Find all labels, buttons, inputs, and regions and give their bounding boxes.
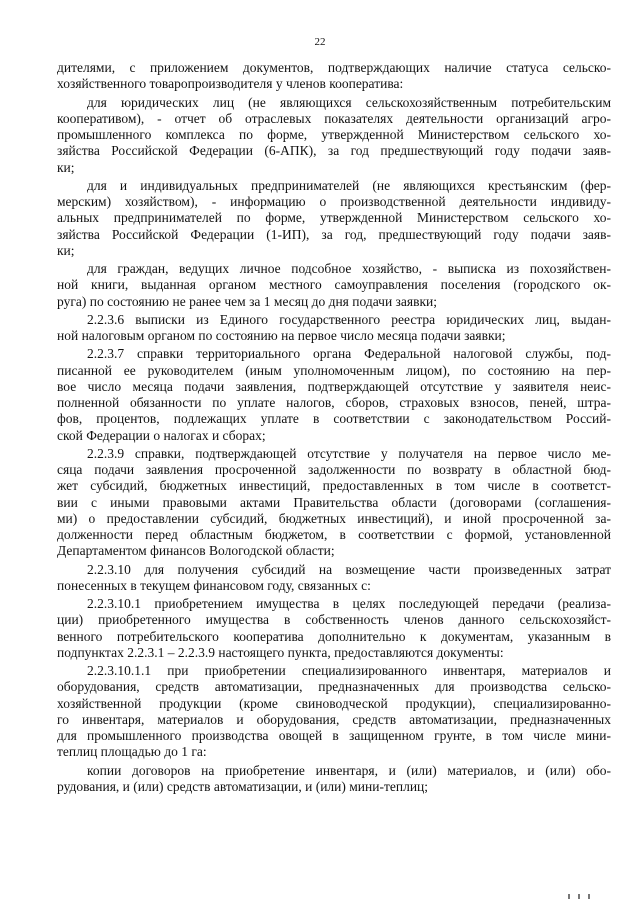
text-line: венного потребительского кооператива дополнительно к документам, указанным в [57, 628, 611, 644]
paragraph [57, 95, 611, 176]
text-line: хозяйственного товаропроизводителя у членов кооператива: [57, 76, 404, 92]
text-line: ской Федерации о налогах и сборах; [57, 427, 266, 443]
paragraph [57, 446, 611, 560]
paragraph [57, 60, 611, 93]
text-line: сяца подачи заявления просроченной задолженности по возврату в областной бюд- [57, 462, 611, 477]
paragraph [57, 261, 611, 310]
text-line: ной налоговым органом по состоянию на первое число месяца подачи заявки; [57, 328, 506, 343]
paragraph [57, 312, 611, 345]
text-line: для промышленного производства овощей в защищенном грунте, в том числе мини- [57, 728, 611, 743]
scan-artifact [568, 893, 592, 899]
text-line: Департаментом финансов Вологодской области; [57, 543, 335, 559]
text-line: оборудования, средств автоматизации, предназначенных для производства сельско- [57, 679, 611, 695]
text-line: го инвентаря, материалов и оборудования, средств автоматизации, предназначенных [57, 711, 611, 727]
text-line: хозяйственной продукции (кроме свиноводческой продукции), специализированно- [57, 695, 611, 711]
text-line: жет субсидий, бюджетных инвестиций, предоставленных в том числе в соответст- [57, 478, 611, 494]
text-line: альных предпринимателей по форме, утвержденной Министерством сельского хо- [57, 210, 611, 226]
text-line: для юридических лиц (не являющихся сельскохозяйственным потребительским [87, 94, 611, 110]
paragraph [57, 596, 611, 661]
text-line: фов, процентов, подлежащих уплате в соответствии с законодательством Россий- [57, 411, 611, 427]
paragraph [57, 346, 611, 444]
document-body [57, 60, 611, 795]
text-line: полненной обязанности по уплате налогов, сборов, страховых взносов, пеней, штра- [57, 395, 611, 410]
text-line: кооперативом), - отчет об отраслевых показателях деятельности организаций агро- [57, 110, 611, 126]
text-line: 2.2.3.10.1 приобретением имущества в целях последующей передачи (реализа- [87, 596, 611, 611]
text-line: для граждан, ведущих личное подсобное хозяйство, - выписка из похозяйствен- [87, 261, 611, 276]
text-line: зяйства Российской Федерации (6-АПК), за год предшествующий году подачи заяв- [57, 143, 611, 159]
text-line: понесенных в текущем финансовом году, связанных с: [57, 577, 371, 593]
text-line: рудования, и (или) средств автоматизации, и (или) мини-теплиц; [57, 778, 429, 794]
text-line: подпунктах 2.2.3.1 – 2.2.3.9 настоящего пункта, предоставляются документы: [57, 644, 504, 660]
text-line: ции) приобретенного имущества в собственность членов данного сельскохозяйст- [57, 612, 611, 628]
text-line: для и индивидуальных предпринимателей (не являющихся крестьянским (фер- [87, 177, 611, 193]
text-line: копии договоров на приобретение инвентаря, и (или) материалов, и (или) обо- [87, 762, 611, 778]
text-line: ной книги, выданная органом местного самоуправления поселения (городского ок- [57, 277, 611, 293]
text-line: ки; [57, 242, 75, 258]
text-line: 2.2.3.6 выписки из Единого государственного реестра юридических лиц, выдан- [87, 311, 611, 327]
text-line: ки; [57, 159, 75, 175]
text-line: зяйства Российской Федерации (1-ИП), за год, предшествующий году подачи заяв- [57, 226, 611, 242]
text-line: дителями, с приложением документов, подтверждающих наличие статуса сельско- [57, 60, 611, 75]
text-line: вии с иными правовыми актами Правительства области (договорами (соглашения- [57, 494, 611, 510]
paragraph [57, 763, 611, 796]
text-line: 2.2.3.9 справки, подтверждающей отсутствие у получателя на первое число ме- [87, 445, 611, 461]
text-line: руга) по состоянию не ранее чем за 1 месяц до дня подачи заявки; [57, 293, 437, 309]
text-line: теплиц площадью до 1 га: [57, 744, 207, 760]
text-line: промышленного комплекса по форме, утвержденной Министерством сельского хо- [57, 127, 611, 142]
text-line: 2.2.3.10.1.1 при приобретении специализированного инвентаря, материалов и [87, 663, 611, 678]
text-line: долженности перед областным бюджетом, в соответствии с формой, установленной [57, 527, 611, 542]
text-line: 2.2.3.7 справки территориального органа Федеральной налоговой службы, под- [87, 346, 611, 362]
page-number: 22 [314, 36, 326, 48]
text-line: вое число месяца подачи заявления, подтверждающей отсутствие у заявителя неис- [57, 378, 611, 394]
text-line: мерским) хозяйством), - информацию о производственной деятельности индивиду- [57, 194, 611, 209]
paragraph [57, 178, 611, 259]
text-line: 2.2.3.10 для получения субсидий на возмещение части произведенных затрат [87, 561, 611, 577]
paragraph [57, 562, 611, 595]
text-line: ми) о предоставлении субсидий, бюджетных инвестиций), и иной просроченной за- [57, 510, 611, 526]
paragraph [57, 663, 611, 761]
text-line: писанной ее руководителем (иным уполномоченным лицом), по состоянию на пер- [57, 362, 611, 378]
